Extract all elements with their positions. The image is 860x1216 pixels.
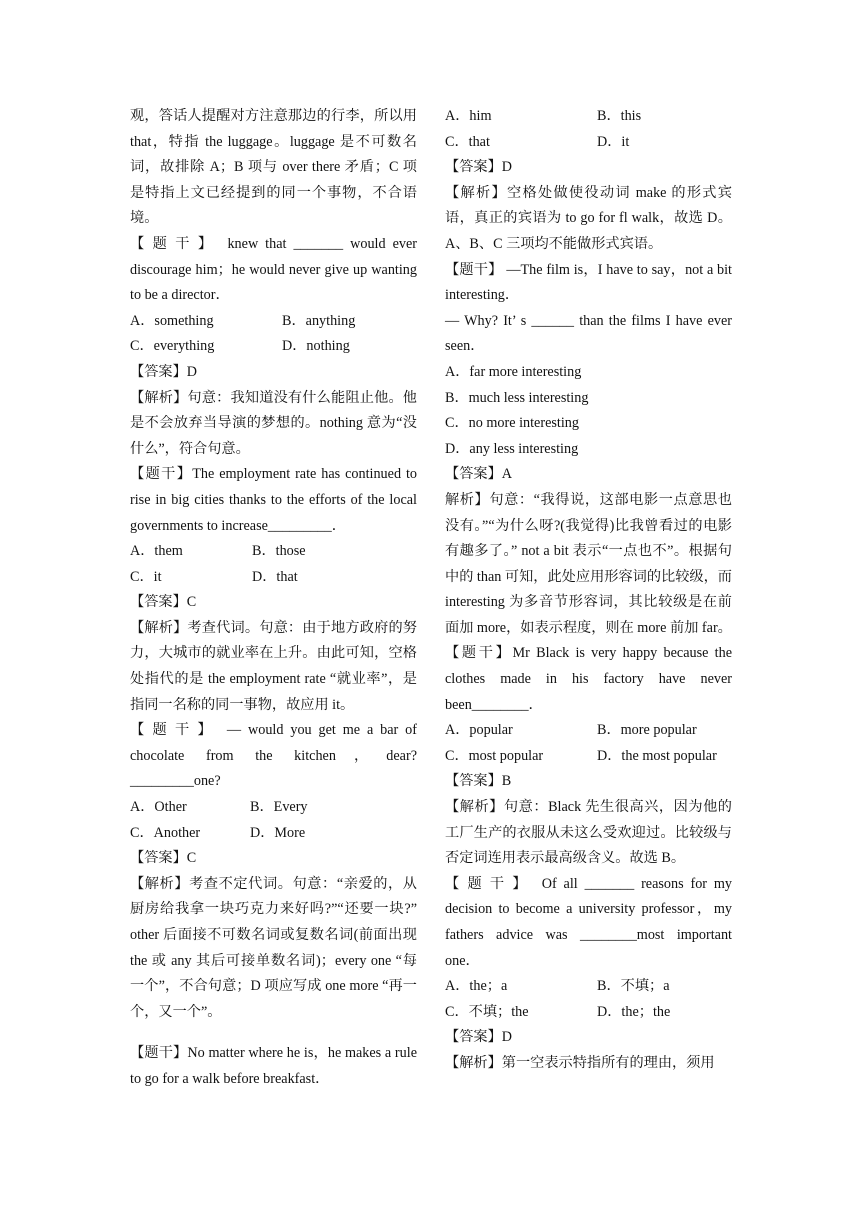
question-stem — [130, 718, 417, 795]
option-b: B．much less interesting — [445, 389, 589, 406]
option-b: B．anything — [282, 312, 356, 329]
option-row — [130, 539, 417, 565]
option-b: B．this — [597, 108, 642, 124]
option-row — [130, 334, 417, 360]
option-row — [445, 130, 732, 156]
option-c: C．most popular — [445, 747, 544, 764]
option-a: A．the；a — [445, 978, 508, 995]
option-row — [130, 309, 417, 335]
question-stem — [445, 872, 732, 974]
intro-analysis-text: 观，答话人提醒对方注意那边的行李，所以用 that，特指 the luggage。luggage 是不可数名词，故排除 A；B 项与 over there 矛盾；C 项是特指上文已经提到的同一个事物，不合语境。 — [130, 108, 417, 227]
option-d: D．nothing — [282, 338, 350, 355]
analysis-text: 解析】句意：“我得说，这部电影一点意思也没有。”“为什么呀?(我觉得)比我曾看过的电影有趣多了。” not a bit 表示“一点也不”。根据句中的 than 可知，此处应用形容词的比较级，而 interesting 为多音节形容词，其比较级是在前面加 more，如表示程度，则在 more 前加 far。 — [445, 491, 732, 636]
stem-text: knew that _______ would ever discourage him；he would never give up wanting to be a director． — [130, 235, 417, 304]
analysis-text: 【解析】句意：Black 先生很高兴，因为他的工厂生产的衣服从未这么受欢迎过。比较级与否定词连用表示最高级含义。故选 B。 — [445, 799, 732, 867]
option-c: C．Another — [130, 824, 201, 841]
question-stem — [130, 232, 417, 309]
answer-label: 【答案】B — [445, 773, 512, 790]
option-row — [445, 974, 732, 1000]
answer-label: 【答案】D — [130, 363, 197, 380]
option-c: C．everything — [130, 338, 215, 355]
question-stem: 【题干】Mr Black is very happy because the clothes made in his factory have never been________． — [445, 645, 732, 713]
option-a: A．Other — [130, 799, 187, 816]
analysis-text: 【解析】第一空表示特指所有的理由，须用 — [445, 1054, 715, 1071]
analysis-text: 【解析】考查不定代词。句意：“亲爱的，从厨房给我拿一块巧克力来好吗?”“还要一块?” other 后面接不可数名词或复数名词(前面出现 the 或 any 其后可接单数名词)；every one “每一个”，不合句意；D 项应写成 one more “再一个，又一个”。 — [130, 875, 417, 1020]
answer-label: 【答案】A — [445, 466, 512, 483]
answer-label: 【答案】C — [130, 850, 197, 867]
option-row — [445, 718, 732, 744]
option-b: B．those — [252, 543, 306, 560]
analysis-text: 【解析】句意：我知道没有什么能阻止他。他是不会放弃当导演的梦想的。nothing 意为“没什么”，符合句意。 — [130, 389, 417, 457]
option-c: C．no more interesting — [445, 415, 579, 432]
option-d: D．that — [252, 568, 298, 585]
stem-tag: 【题干】 — [445, 875, 535, 892]
option-c: C．不填；the — [445, 1003, 529, 1020]
left-column — [130, 104, 417, 1093]
option-d: D．More — [250, 824, 306, 841]
question-stem: 【题干】The employment rate has continued to rise in big cities thanks to the efforts of the local governments to increase_________． — [130, 466, 417, 534]
option-b: B．more popular — [597, 722, 697, 739]
analysis-text: 【解析】考查代词。句意：由于地方政府的努力，大城市的就业率在上升。由此可知，空格处指代的是 the employment rate “就业率”，是指同一名称的同一事物，故应用 it。 — [130, 619, 417, 713]
option-b: B．Every — [250, 799, 308, 816]
stem-text: — would you get me a bar of chocolate from the kitchen，dear? _________one? — [130, 722, 417, 790]
right-column — [445, 104, 732, 1077]
stem-tag: 【题干】 — [130, 235, 221, 252]
option-a: A．him — [445, 108, 492, 124]
option-d: D．the；the — [597, 1003, 671, 1020]
option-a: A．popular — [445, 722, 513, 739]
stem-text: Of all _______ reasons for my decision to become a university professor，my fathers advice was ________most important one． — [445, 875, 732, 969]
option-d: D．it — [597, 133, 630, 150]
option-row — [445, 744, 732, 770]
option-d: D．any less interesting — [445, 440, 579, 457]
option-b: B．不填；a — [597, 978, 670, 995]
option-a: A．them — [130, 543, 183, 560]
answer-label: 【答案】D — [445, 1029, 512, 1046]
option-row — [445, 1000, 732, 1026]
option-d: D．the most popular — [597, 747, 717, 764]
option-row — [130, 795, 417, 821]
answer-label: 【答案】C — [130, 594, 197, 611]
option-c: C．it — [130, 568, 162, 585]
option-row — [445, 104, 732, 130]
question-stem: 【题干】 —The film is，I have to say，not a bit interesting． — [445, 261, 732, 304]
option-a: A．something — [130, 312, 214, 329]
option-c: C．that — [445, 133, 490, 150]
stem-tag: 【题干】 — [130, 722, 221, 739]
question-stem-continued: — Why? It’ s ______ than the films I have ever seen． — [445, 312, 732, 355]
answer-label: 【答案】D — [445, 159, 512, 176]
question-stem: 【题干】No matter where he is，he makes a rule to go for a walk before breakfast． — [130, 1045, 417, 1087]
option-a: A．far more interesting — [445, 363, 582, 380]
option-row — [130, 821, 417, 847]
analysis-text: 【解析】空格处做使役动词 make 的形式宾语，真正的宾语为 to go for fl walk，故选 D。A、B、C 三项均不能做形式宾语。 — [445, 184, 732, 252]
option-row — [130, 565, 417, 591]
